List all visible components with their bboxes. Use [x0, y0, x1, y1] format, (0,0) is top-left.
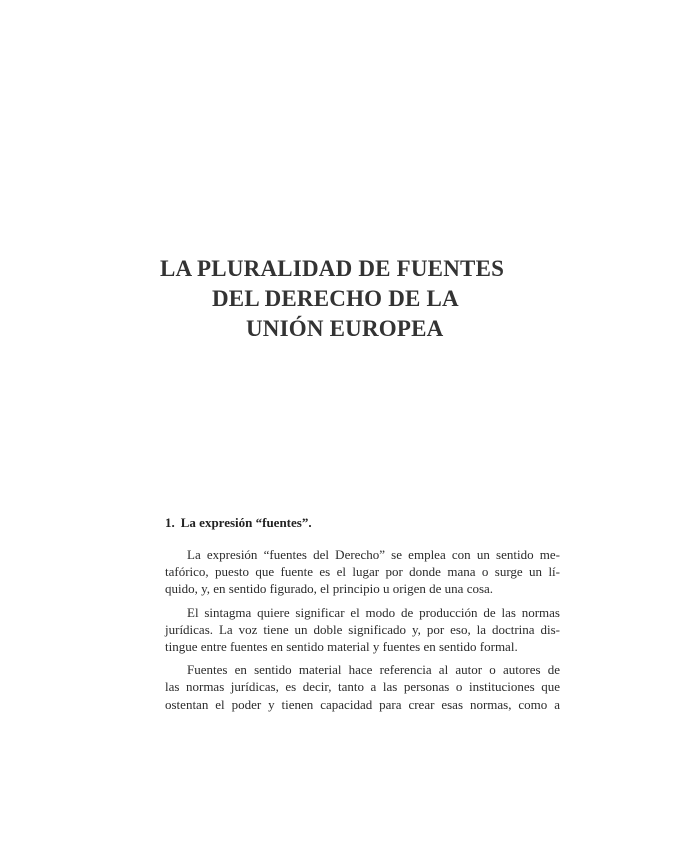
section-title: La expresión “fuentes”. [180, 515, 312, 530]
paragraph-line: tafórico, puesto que fuente es el lugar por donde mana o surge un lí- [165, 564, 560, 580]
paragraph-line: tingue entre fuentes en sentido material y fuentes en sentido formal. [165, 639, 518, 655]
chapter-title-line-2: DEL DERECHO DE LA [212, 286, 459, 311]
paragraph-line: jurídicas. La voz tiene un doble significado y, por eso, la doctrina dis- [165, 621, 560, 637]
paragraph-2 [165, 604, 560, 656]
chapter-title-line-1: LA PLURALIDAD DE FUENTES [160, 256, 505, 281]
paragraph-1 [165, 546, 560, 598]
section-heading [165, 514, 312, 532]
paragraph-line: La expresión “fuentes del Derecho” se emplea con un sentido me- [187, 547, 560, 562]
paragraph-line: ostentan el poder y tienen capacidad para crear esas normas, como a [165, 696, 560, 712]
body-text [165, 546, 560, 719]
paragraph-line: Fuentes en sentido material hace referencia al autor o autores de [187, 662, 560, 678]
section-number: 1. [165, 515, 175, 530]
paragraph-line: las normas jurídicas, es decir, tanto a las personas o instituciones que [165, 679, 560, 695]
paragraph-line: El sintagma quiere significar el modo de producción de las normas [187, 604, 560, 620]
paragraph-3 [165, 661, 560, 713]
paragraph-line: quido, y, en sentido figurado, el principio u origen de una cosa. [165, 581, 494, 597]
chapter-title [150, 254, 530, 344]
chapter-title-line-3: UNIÓN EUROPEA [246, 316, 444, 341]
